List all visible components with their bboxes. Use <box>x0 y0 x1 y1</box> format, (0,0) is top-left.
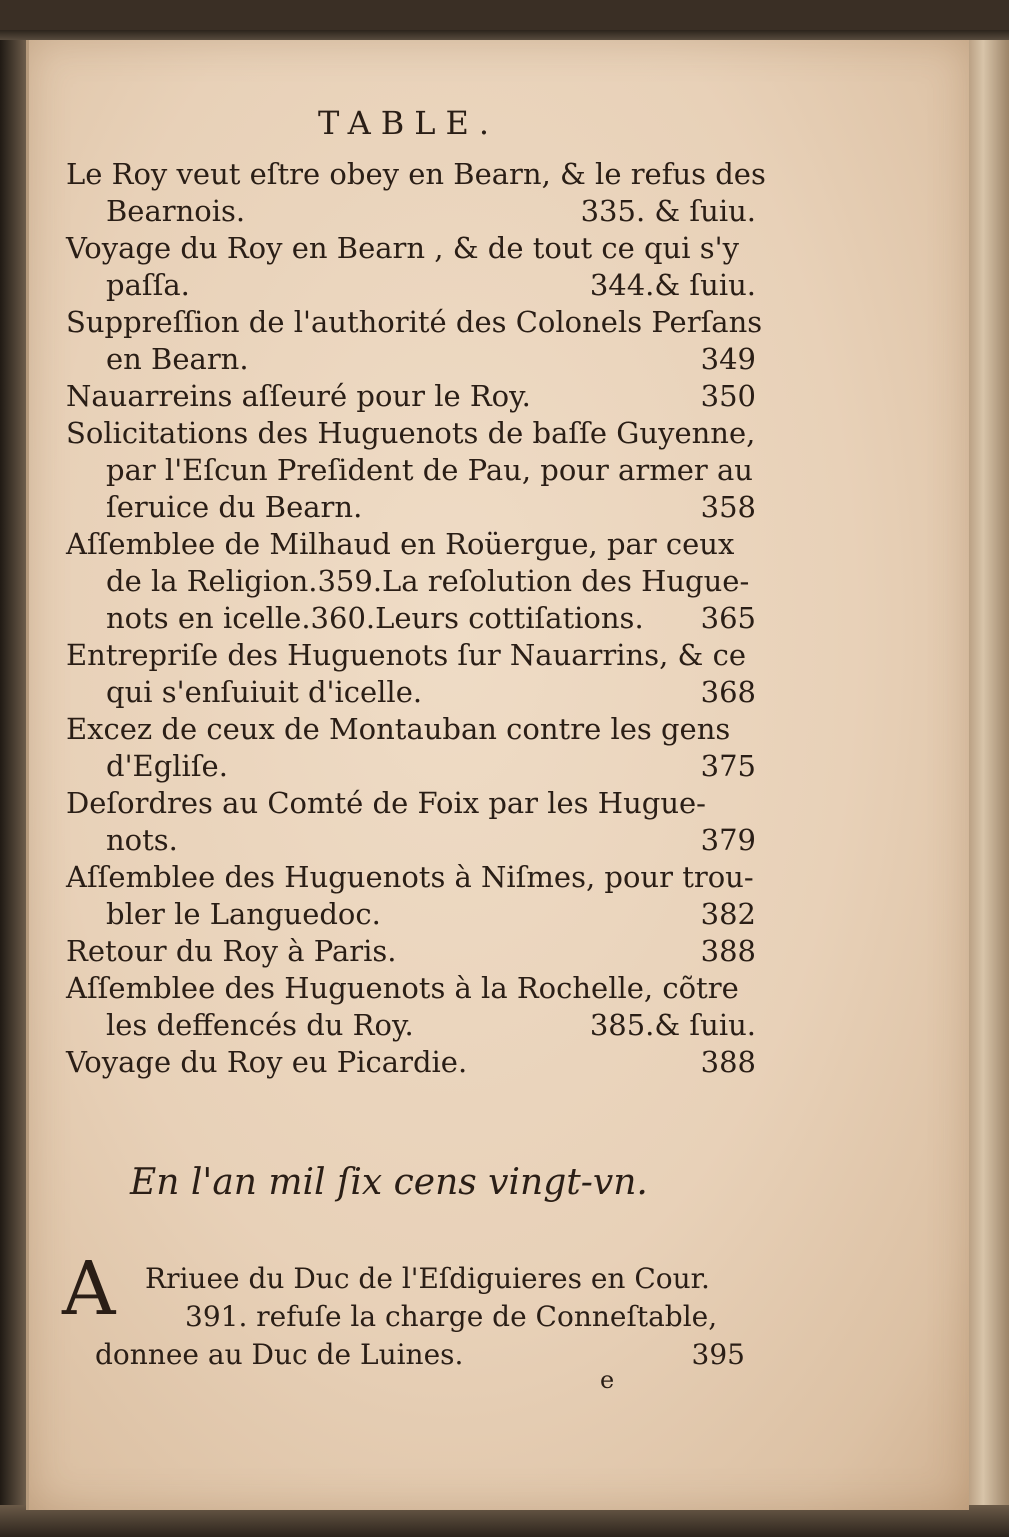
table-entry <box>66 1044 756 1081</box>
entry-line <box>66 600 756 637</box>
entry-text: ſeruice du Bearn. <box>106 490 363 524</box>
entry-text: paſſa. <box>106 268 190 302</box>
entry-line <box>66 230 756 267</box>
entry-text: Voyage du Roy eu Picardie. <box>66 1045 468 1079</box>
final-entry <box>95 1260 745 1374</box>
entry-text: Nauarreins aſſeuré pour le Roy. <box>66 379 531 413</box>
entry-text: Retour du Roy à Paris. <box>66 934 397 968</box>
drop-capital: A <box>62 1246 116 1332</box>
page-number: 350 <box>700 379 756 413</box>
entry-line <box>66 1007 756 1044</box>
entry-text: Suppreſſion de l'authorité des Colonels Perſans <box>66 305 763 339</box>
entry-text: Aſſemblee de Milhaud en Roüergue, par ceux <box>66 527 735 561</box>
page-number: 344.& ſuiu. <box>589 268 756 302</box>
entry-text: nots en icelle.360.Leurs cottiſations. <box>106 601 644 635</box>
entry-text: 391. refuſe la charge de Conneſtable, <box>185 1300 718 1333</box>
table-entry <box>66 378 756 415</box>
entry-line <box>66 822 756 859</box>
entry-line <box>66 415 756 452</box>
page-number: 335. & ſuiu. <box>580 194 756 228</box>
page-number: 395 <box>691 1338 745 1371</box>
table-entry <box>66 785 756 859</box>
entry-line <box>66 304 763 341</box>
table-entry <box>66 526 756 637</box>
page-number: 365 <box>700 601 756 635</box>
entry-text: Excez de ceux de Montauban contre les gens <box>66 712 731 746</box>
entry-line <box>66 267 756 304</box>
entry-text: Le Roy veut eſtre obey en Bearn, & le refus des <box>66 157 766 191</box>
table-entry <box>66 230 756 304</box>
entry-line <box>66 156 766 193</box>
entry-text: Aſſemblee des Huguenots à Niſmes, pour trou- <box>66 860 754 894</box>
entry-line <box>145 1260 745 1298</box>
page-number: 379 <box>700 823 756 857</box>
entry-text: Rriuee du Duc de l'Eſdiguieres en Cour. <box>145 1262 710 1295</box>
entry-text: Aſſemblee des Huguenots à la Rochelle, cõtre <box>66 971 739 1005</box>
entry-text: d'Egliſe. <box>106 749 228 783</box>
entry-line <box>66 193 756 230</box>
entry-line <box>66 785 756 822</box>
table-entry <box>66 970 756 1044</box>
section-heading: En l'an mil ſix cens vingt-vn. <box>130 1162 648 1203</box>
entry-text: en Bearn. <box>106 342 249 376</box>
table-entry <box>66 933 756 970</box>
entry-line <box>66 896 756 933</box>
entry-text: donnee au Duc de Luines. <box>95 1338 464 1371</box>
page-number: 375 <box>700 749 756 783</box>
entry-text: par l'Eſcun Preſident de Pau, pour armer au <box>106 453 753 487</box>
entry-text: nots. <box>106 823 178 857</box>
book-right-edge <box>966 40 1009 1510</box>
page-number: 349 <box>700 342 756 376</box>
entry-line <box>66 637 756 674</box>
entry-line <box>95 1336 745 1374</box>
entry-line <box>66 748 756 785</box>
entry-line <box>66 933 756 970</box>
entry-text: Entrepriſe des Huguenots ſur Nauarrins, & ce <box>66 638 746 672</box>
table-entry <box>66 415 756 526</box>
entry-text: bler le Languedoc. <box>106 897 381 931</box>
entry-line <box>66 1044 756 1081</box>
page-title: TABLE. <box>318 104 499 142</box>
entry-line <box>66 452 756 489</box>
page-number: 368 <box>700 675 756 709</box>
page-number: 382 <box>700 897 756 931</box>
entry-text: Solicitations des Huguenots de baſſe Guyenne, <box>66 416 756 450</box>
entry-line <box>66 378 756 415</box>
entry-line <box>66 970 756 1007</box>
table-entry <box>66 711 756 785</box>
entry-text: de la Religion.359.La reſolution des Hugue- <box>106 564 750 598</box>
entry-line <box>66 674 756 711</box>
entry-line <box>66 859 756 896</box>
signature-mark: e <box>600 1366 615 1394</box>
page-number: 385.& ſuiu. <box>589 1008 756 1042</box>
entry-text: Bearnois. <box>106 194 246 228</box>
entry-text: Deſordres au Comté de Foix par les Hugue- <box>66 786 706 820</box>
table-entry <box>66 637 756 711</box>
entry-line <box>145 1298 745 1336</box>
table-entry <box>66 859 756 933</box>
entry-text: les deffencés du Roy. <box>106 1008 414 1042</box>
page-number: 388 <box>700 1045 756 1079</box>
entry-line <box>66 489 756 526</box>
table-entry <box>66 156 766 230</box>
entry-line <box>66 711 756 748</box>
entry-text: Voyage du Roy en Bearn , & de tout ce qui s'y <box>66 231 739 265</box>
book-left-edge <box>0 40 26 1510</box>
page-number: 388 <box>700 934 756 968</box>
page-number: 358 <box>700 490 756 524</box>
entry-line <box>66 526 756 563</box>
entry-line <box>66 563 756 600</box>
table-entry <box>66 304 763 378</box>
entry-text: qui s'enſuiuit d'icelle. <box>106 675 423 709</box>
entry-line <box>66 341 756 378</box>
